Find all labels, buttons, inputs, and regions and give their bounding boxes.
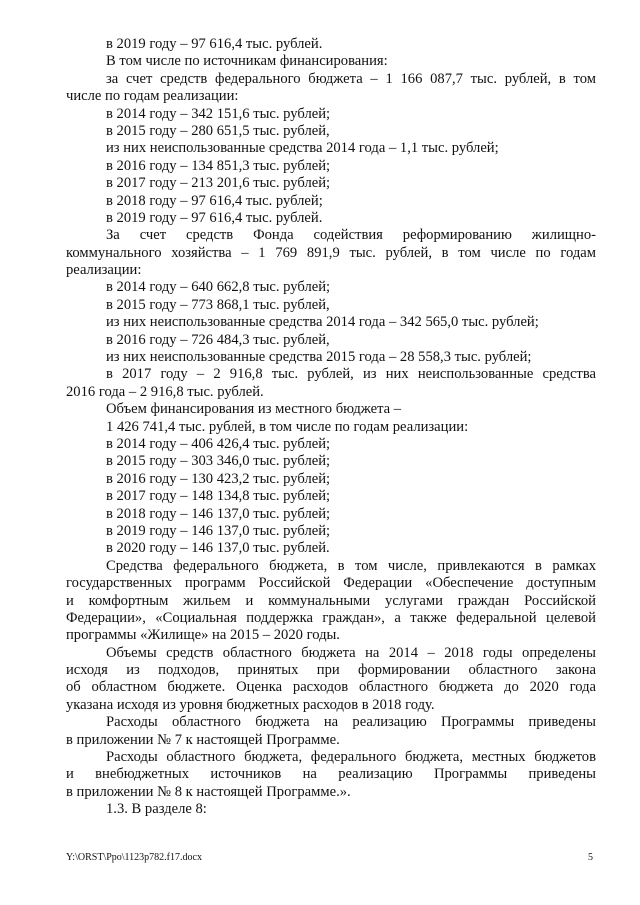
- text-line: Средства федерального бюджета, в том числе, привлекаются в рамках: [106, 557, 596, 574]
- text-line: указана исходя из уровня бюджетных расходов в 2018 году.: [66, 696, 435, 713]
- text-line: Объем финансирования из местного бюджета –: [106, 401, 402, 418]
- text-line: коммунального хозяйства – 1 769 891,9 тыс. рублей, в том числе по годам: [66, 244, 596, 261]
- text-line: в 2016 году – 134 851,3 тыс. рублей;: [106, 157, 331, 174]
- text-line: из них неиспользованные средства 2015 года – 28 558,3 тыс. рублей;: [106, 349, 532, 366]
- text-line: Расходы областного бюджета, федерального бюджета, местных бюджетов: [106, 749, 596, 766]
- text-line: программы «Жилище» на 2015 – 2020 годы.: [66, 627, 340, 644]
- text-line: из них неиспользованные средства 2014 года – 342 565,0 тыс. рублей;: [106, 314, 539, 331]
- text-line: в 2018 году – 146 137,0 тыс. рублей;: [106, 505, 331, 522]
- text-line: в 2015 году – 303 346,0 тыс. рублей;: [106, 453, 331, 470]
- text-line: исходя из подходов, принятых при формировании областного закона: [66, 662, 596, 679]
- text-line: в 2019 году – 146 137,0 тыс. рублей;: [106, 522, 331, 539]
- text-line: в 2019 году – 97 616,4 тыс. рублей.: [106, 36, 323, 52]
- text-line: в 2017 году – 148 134,8 тыс. рублей;: [106, 488, 331, 505]
- text-line: числе по годам реализации:: [66, 88, 239, 105]
- text-line: в 2014 году – 406 426,4 тыс. рублей;: [106, 435, 331, 452]
- text-line: государственных программ Российской Федерации «Обеспечение доступным: [66, 575, 596, 592]
- text-line: и комфортным жильем и коммунальными услугами граждан Российской: [66, 592, 596, 609]
- document-body: [66, 36, 596, 819]
- text-line: Объемы средств областного бюджета на 2014 – 2018 годы определены: [106, 644, 596, 661]
- text-line: в 2016 году – 130 423,2 тыс. рублей;: [106, 470, 331, 487]
- text-line: 1 426 741,4 тыс. рублей, в том числе по годам реализации:: [106, 418, 469, 435]
- footer-file-path: Y:\ORST\Ppo\1123p782.f17.docx: [66, 852, 202, 863]
- text-line: Федерации», «Социальная поддержка граждан», а также федеральной целевой: [66, 609, 596, 626]
- text-line: реализации:: [66, 262, 142, 279]
- text-line: в 2015 году – 280 651,5 тыс. рублей,: [106, 122, 330, 139]
- text-line: за счет средств федерального бюджета – 1 166 087,7 тыс. рублей, в том: [106, 70, 596, 87]
- text-line: из них неиспользованные средства 2014 года – 1,1 тыс. рублей;: [106, 140, 499, 157]
- text-line: и внебюджетных источников на реализацию Программы приведены: [66, 766, 596, 783]
- text-line: в приложении № 7 к настоящей Программе.: [66, 731, 340, 748]
- page-number: 5: [588, 852, 593, 863]
- text-line: в 2014 году – 342 151,6 тыс. рублей;: [106, 105, 331, 122]
- text-line: в 2017 году – 2 916,8 тыс. рублей, из них неиспользованные средства: [106, 366, 596, 383]
- text-line: в 2019 году – 97 616,4 тыс. рублей.: [106, 209, 323, 226]
- text-line: в 2014 году – 640 662,8 тыс. рублей;: [106, 279, 331, 296]
- text-line: В том числе по источникам финансирования:: [106, 53, 388, 70]
- text-line: Расходы областного бюджета на реализацию Программы приведены: [106, 714, 596, 731]
- text-line: в 2018 году – 97 616,4 тыс. рублей;: [106, 192, 323, 209]
- text-line: об областном бюджете. Оценка расходов областного бюджета до 2020 года: [66, 679, 596, 696]
- text-line: в приложении № 8 к настоящей Программе.».: [66, 783, 351, 800]
- text-line: За счет средств Фонда содействия реформированию жилищно-: [106, 227, 596, 244]
- text-line: в 2016 году – 726 484,3 тыс. рублей,: [106, 331, 330, 348]
- text-line: в 2020 году – 146 137,0 тыс. рублей.: [106, 540, 330, 557]
- text-line: в 2017 году – 213 201,6 тыс. рублей;: [106, 175, 331, 192]
- text-line: 2016 года – 2 916,8 тыс. рублей.: [66, 383, 264, 400]
- text-line: в 2015 году – 773 868,1 тыс. рублей,: [106, 296, 330, 313]
- text-line: 1.3. В разделе 8:: [106, 801, 207, 818]
